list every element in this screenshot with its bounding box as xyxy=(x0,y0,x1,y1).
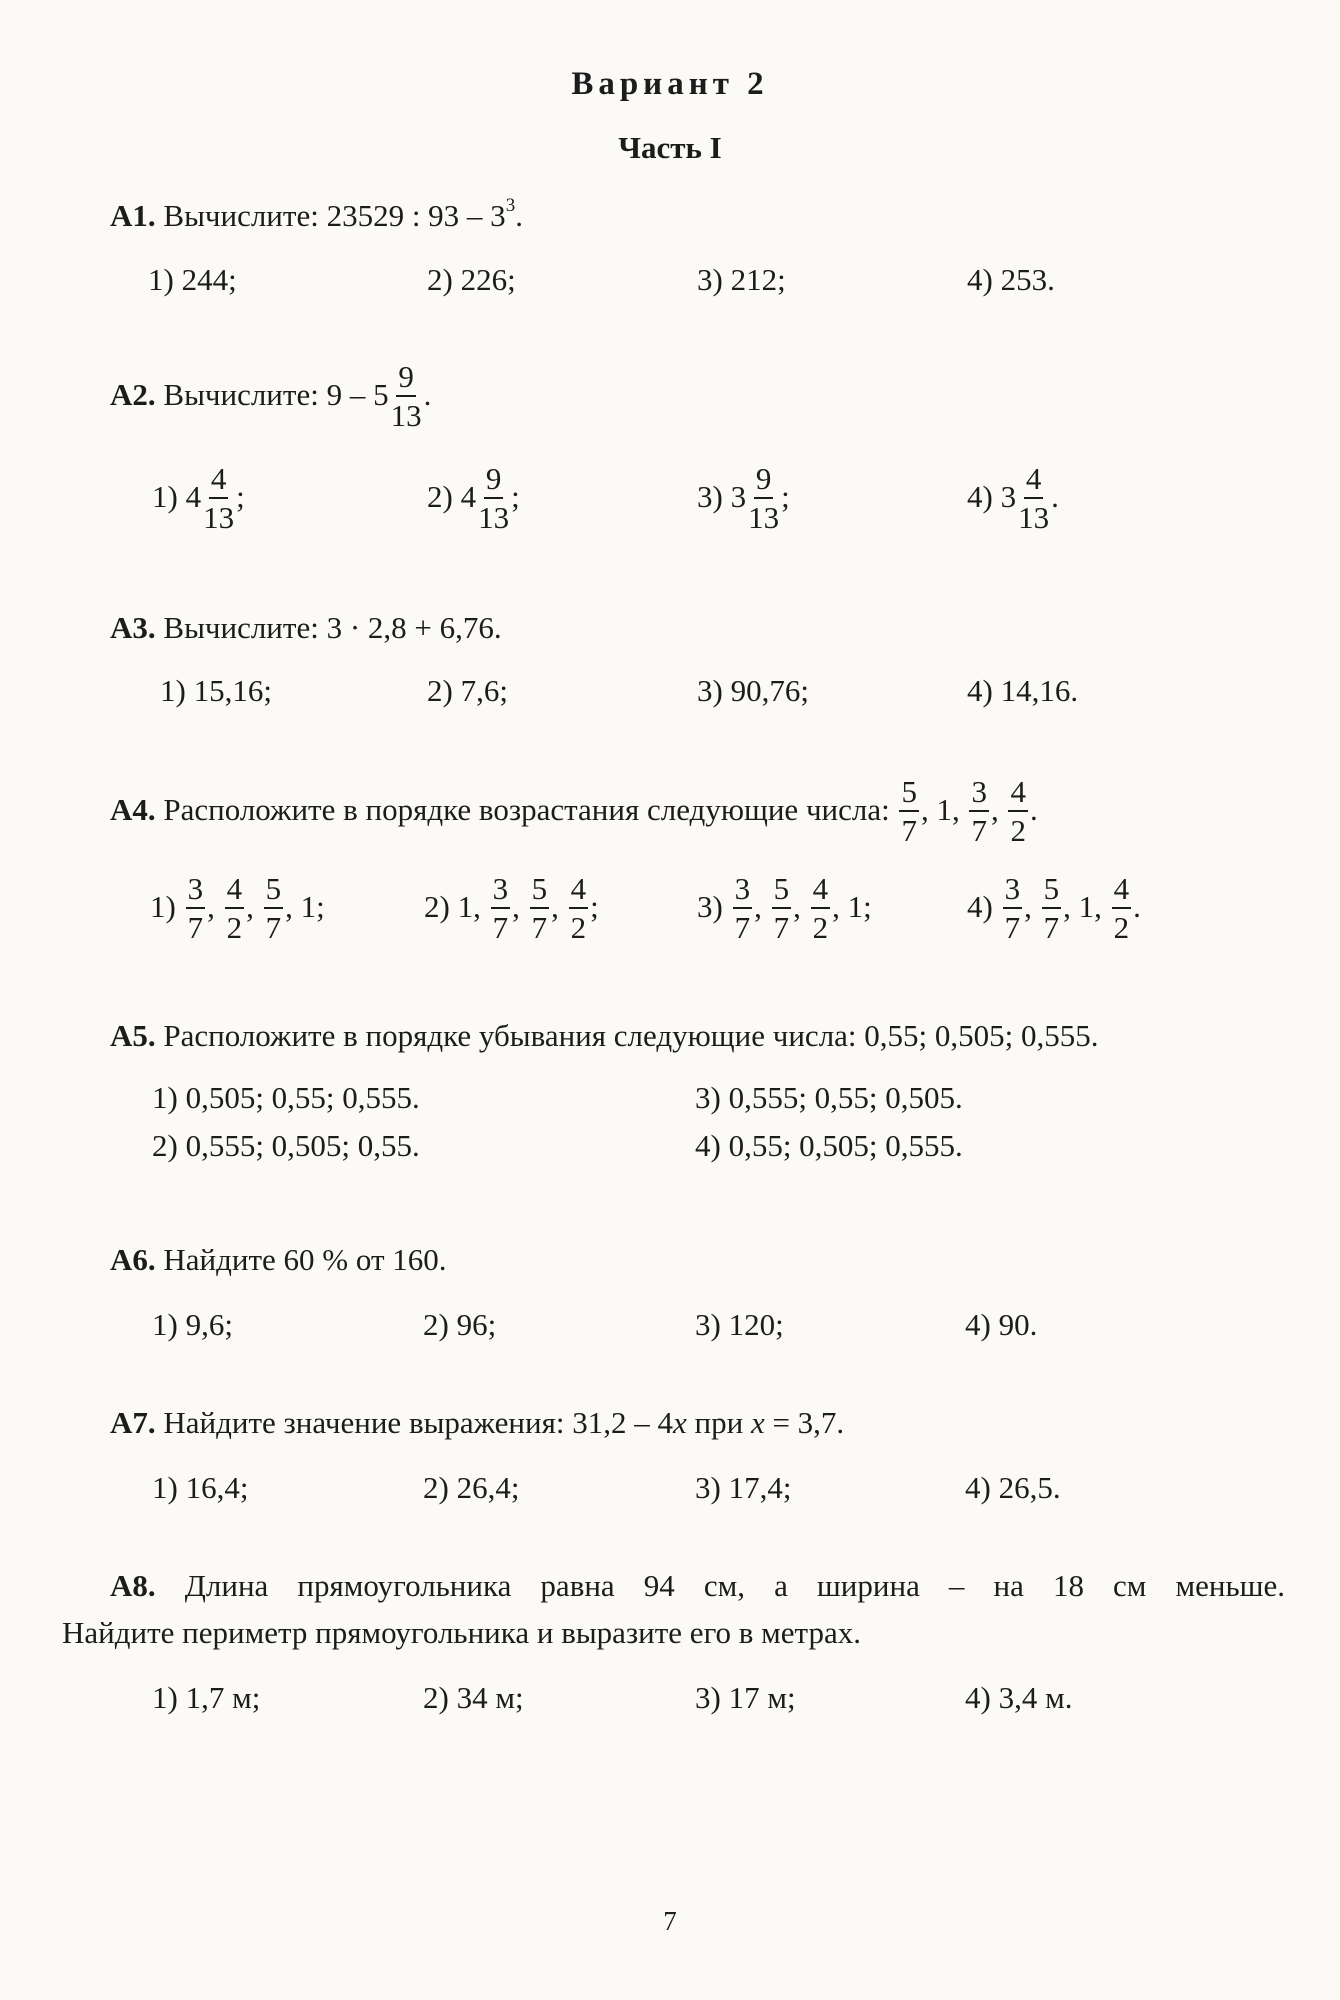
question-number: A4. xyxy=(110,792,156,828)
page-number: 7 xyxy=(663,1906,677,1936)
question-number: A6. xyxy=(110,1242,156,1277)
question-a1: A1. Вычислите: 23529 : $93 - 3^3$. xyxy=(110,194,523,233)
variable-x: x xyxy=(750,1405,765,1440)
option-1: 1) 9,6; xyxy=(152,1307,233,1342)
question-a4: A4. Расположите в порядке возрастания следующие числа: $\frac{5}{7}$ , 1, $\frac{3}{7}$ , $\frac{4}{2}$ . xyxy=(110,774,1038,848)
fraction: $\frac{9}{13}$ xyxy=(390,359,422,433)
question-text: Вычислите: 23529 : 93 – 3 xyxy=(163,198,506,233)
option-2: 2) 1, $\frac{3}{7}$ , $\frac{5}{7}$ , $\frac{4}{2}$ ; xyxy=(424,871,599,945)
option-4: 4) $\frac{3}{7}$ , $\frac{5}{7}$ , 1, $\frac{4}{2}$ . xyxy=(967,871,1141,945)
question-a5 xyxy=(110,1018,1099,1054)
option-2: 2) 26,4; xyxy=(423,1470,520,1505)
option-1: 1) 1,7 м; xyxy=(152,1680,261,1715)
option-3: 3) 17 м; xyxy=(695,1680,796,1715)
option-4: 4) 90. xyxy=(965,1307,1038,1342)
question-text: Расположите в порядке убывания следующие числа: 0,55; 0,505; 0,555. xyxy=(163,1018,1099,1053)
question-a7: A7. Найдите значение выражения: 31,2 – 4x при x = 3,7. xyxy=(110,1405,845,1440)
option-3: 3) 0,555; 0,55; 0,505. xyxy=(695,1080,963,1115)
question-a2: A2. Вычислите: 9 – 5 $\frac{9}{13}$ . xyxy=(110,359,432,433)
variable-x: x xyxy=(672,1405,687,1440)
option-1: 1) 244; xyxy=(148,262,237,297)
option-3: 3) 120; xyxy=(695,1307,784,1342)
option-3: 3) 17,4; xyxy=(695,1470,792,1505)
option-1: 1) 0,505; 0,55; 0,555. xyxy=(152,1080,420,1115)
option-1: 1) 15,16; xyxy=(160,673,272,708)
option-4: 4) 3 $\frac{4}{13}$ . xyxy=(967,461,1059,535)
question-a3 xyxy=(110,610,502,646)
variant-title: Вариант 2 xyxy=(571,66,769,102)
option-4: 4) 0,55; 0,505; 0,555. xyxy=(695,1128,963,1163)
option-3: 3) 90,76; xyxy=(697,673,809,708)
question-text: Найдите 60 % от 160. xyxy=(163,1242,447,1277)
option-2: 2) 7,6; xyxy=(427,673,508,708)
option-1: 1) $\frac{3}{7}$ , $\frac{4}{2}$ , $\frac{5}{7}$ , 1; xyxy=(150,871,325,945)
option-1: 1) 16,4; xyxy=(152,1470,249,1505)
option-4: 4) 26,5. xyxy=(965,1470,1061,1505)
question-number: A7. xyxy=(110,1405,156,1440)
option-3: 3) $\frac{3}{7}$ , $\frac{5}{7}$ , $\frac{4}{2}$ , 1; xyxy=(697,871,872,945)
option-3: 3) 212; xyxy=(697,262,786,297)
question-text: Расположите в порядке возрастания следующие числа: xyxy=(163,792,890,828)
exponent: 3 xyxy=(505,194,516,216)
option-1: 1) 4 $\frac{4}{13}$ ; xyxy=(152,461,245,535)
option-4: 4) 253. xyxy=(967,262,1055,297)
question-number: A2. xyxy=(110,377,156,413)
question-text: Длина прямоугольника равна 94 см, а ширина – на 18 см меньше. xyxy=(184,1568,1285,1603)
question-number: A5. xyxy=(110,1018,156,1053)
option-4: 4) 14,16. xyxy=(967,673,1079,708)
part-title: Часть I xyxy=(618,130,722,165)
question-number: A1. xyxy=(110,198,156,233)
question-number: A8. xyxy=(110,1568,156,1603)
option-2: 2) 96; xyxy=(423,1307,497,1342)
question-text: Вычислите: 9 – 5 xyxy=(163,377,389,413)
option-3: 3) 3 $\frac{9}{13}$ ; xyxy=(697,461,790,535)
question-text: Вычислите: 3 · 2,8 + 6,76. xyxy=(163,610,502,645)
option-2: 2) 226; xyxy=(427,262,516,297)
question-a8 xyxy=(110,1568,1285,1604)
question-a8-line2: Найдите периметр прямоугольника и выразите его в метрах. xyxy=(62,1615,861,1650)
option-2: 2) 34 м; xyxy=(423,1680,524,1715)
question-a6 xyxy=(110,1242,447,1278)
question-number: A3. xyxy=(110,610,156,645)
option-4: 4) 3,4 м. xyxy=(965,1680,1073,1715)
option-2: 2) 4 $\frac{9}{13}$ ; xyxy=(427,461,520,535)
option-2: 2) 0,555; 0,505; 0,55. xyxy=(152,1128,420,1163)
